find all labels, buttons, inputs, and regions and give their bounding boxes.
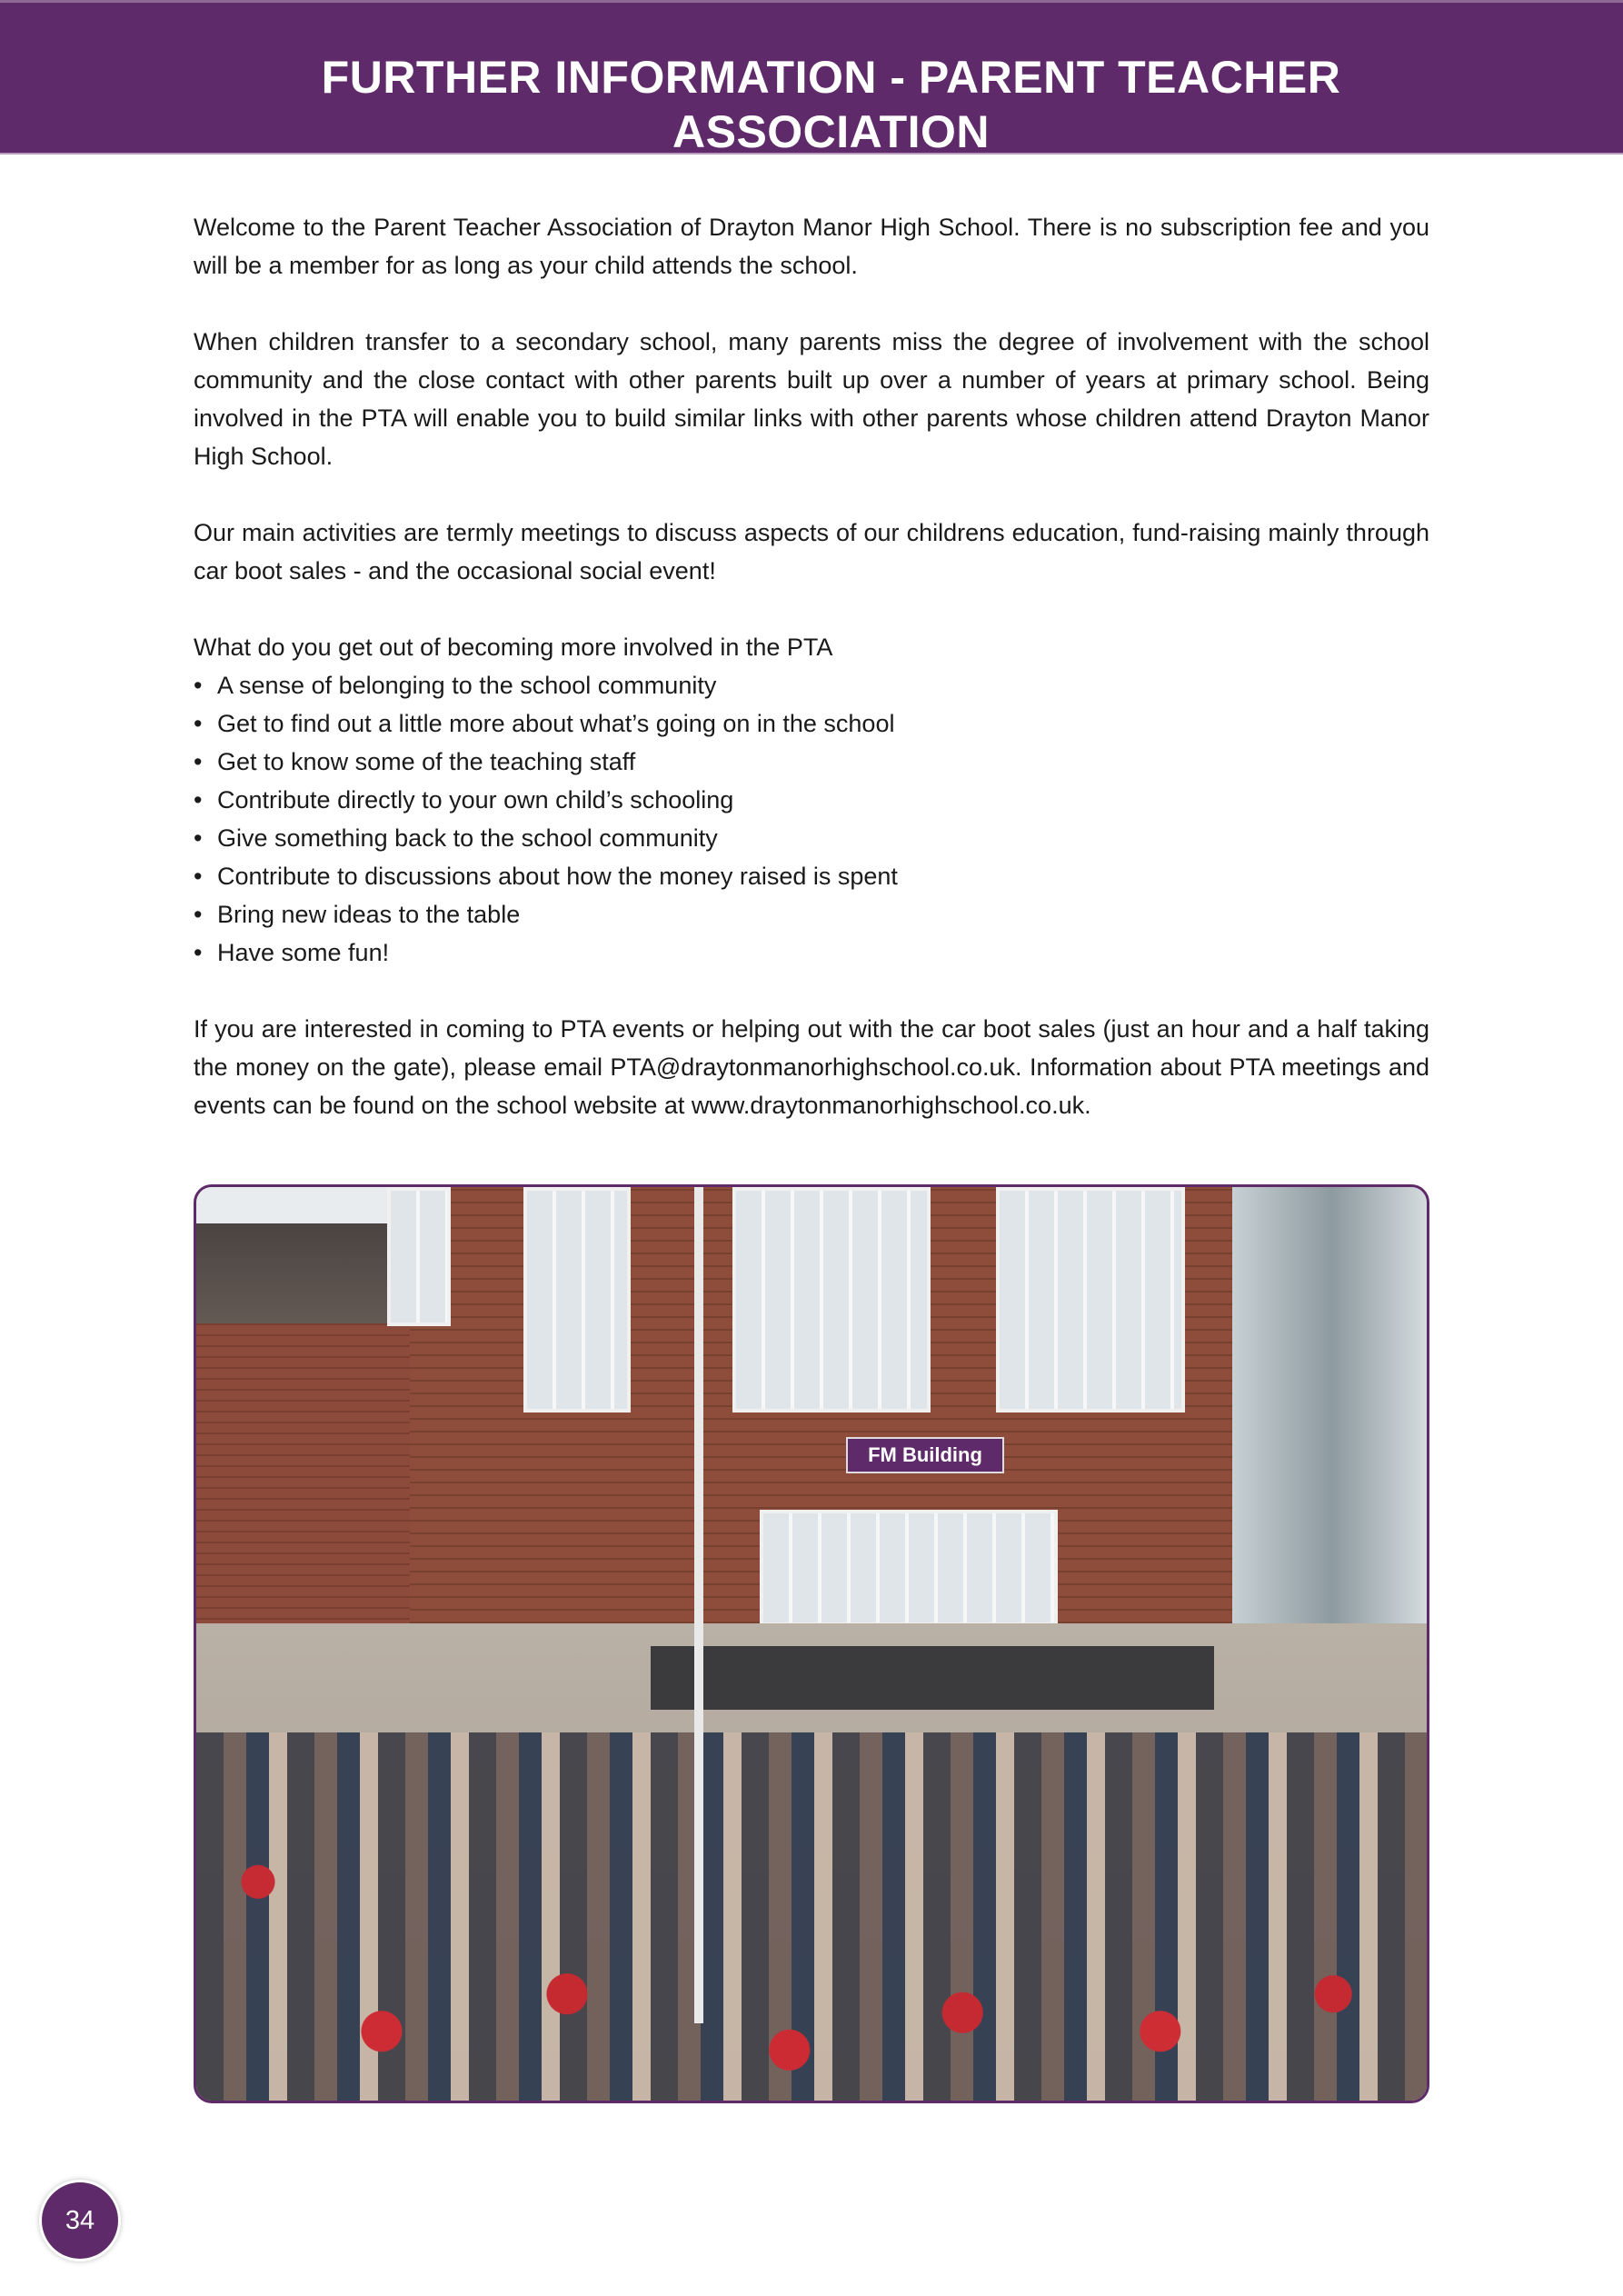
list-item: • Get to know some of the teaching staff [194,743,1429,781]
closing-paragraph: If you are interested in coming to PTA events or helping out with the car boot sales (just an hour and a half taking the money on the gate), please email PTA@draytonmanorhighschool.co.uk. Information about PTA meetings and events can be found on the school website at www.draytonmanorhighschool.co.uk. [194,1015,1429,1119]
flagpole [694,1187,703,2023]
audience [196,1732,1429,2103]
list-item: • Bring new ideas to the table [194,895,1429,933]
fm-building-sign: FM Building [846,1437,1004,1473]
list-item: • A sense of belonging to the school community [194,666,1429,704]
list-item: • Contribute to discussions about how the money raised is spent [194,857,1429,895]
stage [651,1646,1214,1710]
activities-paragraph: Our main activities are termly meetings to discuss aspects of our childrens education, fund-raising mainly through car boot sales - and the occasional social event! [194,519,1429,584]
page-header [0,0,1623,155]
side-building [196,1323,414,1651]
benefits-heading: What do you get out of becoming more involved in the PTA [194,634,833,661]
window [732,1187,931,1413]
page-title: FURTHER INFORMATION - PARENT TEACHER ASSOCIATION [321,52,1341,157]
list-item: • Get to find out a little more about what’s going on in the school [194,704,1429,743]
intro-paragraph: Welcome to the Parent Teacher Association of Drayton Manor High School. There is no subscription fee and you will be a member for as long as your child attends the school. [194,214,1429,279]
list-item: • Contribute directly to your own child’s schooling [194,781,1429,819]
benefits-list [194,666,1429,972]
glass-building [1232,1187,1429,1660]
window [523,1187,631,1413]
entrance-doors [760,1510,1058,1626]
body-content [194,208,1429,1163]
courtyard-concert-photo [194,1184,1429,2103]
window [387,1187,451,1326]
involvement-paragraph: When children transfer to a secondary school, many parents miss the degree of involvement with the school community and the close contact with other parents built up over a number of years at primary school. Being involved in the PTA will enable you to build similar links with other parents whose children attend Drayton Manor High School. [194,328,1429,470]
list-item: • Have some fun! [194,933,1429,972]
list-item: • Give something back to the school community [194,819,1429,857]
window [996,1187,1185,1413]
page-number: 34 [39,2180,121,2261]
sky [196,1187,414,1228]
